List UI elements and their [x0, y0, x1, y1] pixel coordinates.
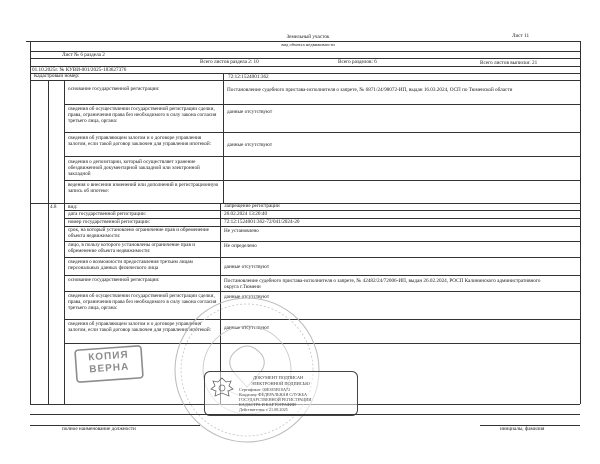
e-signature-block — [204, 371, 358, 416]
sheet-section: Лист № 6 раздела 2 — [62, 52, 105, 58]
pledge-label: сведения об управляющем залогом и о договоре управления залогом, если такой договор заключен для управления ипотекой: — [68, 321, 212, 333]
sheet-label: Лист 11 — [512, 33, 530, 39]
person-value: Не определено — [224, 243, 257, 249]
reg-number-label: номер государственной регистрации: — [68, 219, 151, 225]
basis-label: основание государственной регистрации: — [68, 277, 160, 283]
signature-line-1: ДОКУМЕНТ ПОДПИСАН — [253, 375, 304, 380]
type-value: Запрещение регистрации — [224, 203, 280, 209]
signature-line-3: Сертификат: 00E3E5B18A72 — [239, 387, 291, 392]
section-number: 4.8 — [50, 204, 57, 210]
consent-label: сведения о возможности предоставления третьим лицам персональных данных физического лица — [68, 259, 193, 271]
third-party-value: данные отсутствуют — [224, 294, 270, 300]
basis-value: Постановление судебного пристава-исполнителя о запрете, № 42482/24/72006-ИП, выдан 26.02.2024, РОСП Калининского административного округа г.Тюмени — [224, 278, 541, 290]
signature-line-4: Владелец: ФЕДЕРАЛЬНАЯ СЛУЖБА — [239, 392, 307, 397]
reg-number-value: 72:12:1524001:362-72/041/2024-20 — [224, 219, 300, 225]
total-sheets-section: Всего листов раздела 2: 10 — [200, 59, 259, 65]
person-label: лицо, в пользу которого установлены ограничение прав и обременение объекта недвижимости: — [68, 242, 195, 254]
reg-date-value: 26.02.2024 13:20:40 — [224, 211, 268, 217]
row-pledge-value: данные отсутствуют — [227, 142, 273, 148]
row-mortgage-changes-label: ведения о внесении изменений или дополнений в регистрационную запись об ипотеке: — [68, 182, 219, 194]
total-sheets-extract: Всего листов выписки: 21 — [480, 60, 538, 66]
copy-true-stamp — [73, 344, 145, 385]
type-label: вид: — [68, 204, 78, 210]
row-basis-label: основание государственной регистрации: — [68, 86, 160, 92]
stamp-text: КОПИЯ ВЕРНА — [87, 349, 130, 376]
name-label: инициалы, фамилия — [500, 426, 545, 432]
reg-date-label: дата государственной регистрации: — [68, 211, 147, 217]
signature-line-6: КАДАСТРА И КАРТОГРАФИИ — [239, 402, 296, 407]
total-sections: Всего разделов: 6 — [338, 59, 377, 65]
row-basis-value: Постановление судебного пристава-исполнителя о запрете, № 6871/24/98072-ИП, выдан 16.03.2024, ОСП по Тюменской области — [227, 87, 513, 93]
signature-line-2: ЭЛЕКТРОННОЙ ПОДПИСЬЮ — [251, 381, 310, 386]
row-third-party-label: сведения об осуществлении государственной регистрации сделки, права, ограничения права без необходимого в силу закона согласия третьего лица, органа: — [68, 106, 217, 124]
cadastral-label: Кадастровый номер: — [34, 73, 80, 79]
row-pledge-label: сведения об управляющем залогом и о договоре управления залогом, если такой договор заключен для управления ипотекой: — [68, 135, 212, 147]
doc-title: Земельный участок — [286, 34, 330, 40]
doc-subtitle: вид объекта недвижимости — [281, 42, 335, 47]
row-third-party-value: данные отсутствуют — [227, 109, 273, 115]
term-label: срок, на который установлено ограничение прав и обременение объекта недвижимости: — [68, 227, 209, 239]
cadastral-value: 72:12:1524001:362 — [228, 74, 269, 80]
round-seal-icon — [172, 295, 322, 445]
date-number: 01.10.2025г. № КУВИ-001/2025-183627376 — [32, 67, 127, 73]
signature-line-5: ГОСУДАРСТВЕННОЙ РЕГИСТРАЦИИ — [239, 397, 312, 402]
pledge-value: данные отсутствуют — [224, 325, 270, 331]
term-value: Не установлено — [224, 228, 259, 234]
position-label: полное наименование должности — [62, 426, 136, 432]
signature-line-7: Действителен: с 21.08.2025 — [239, 407, 288, 412]
third-party-label: сведения об осуществлении государственной регистрации сделки, права, ограничения права без необходимого в силу закона согласия третьего лица, органа: — [68, 293, 217, 311]
consent-value: данные отсутствуют — [224, 264, 270, 270]
row-depositary-label: сведения о депозитарии, который осуществляет хранение обездвиженной документарной закладной или электронной закладной — [68, 159, 200, 177]
emblem-icon — [209, 376, 235, 400]
